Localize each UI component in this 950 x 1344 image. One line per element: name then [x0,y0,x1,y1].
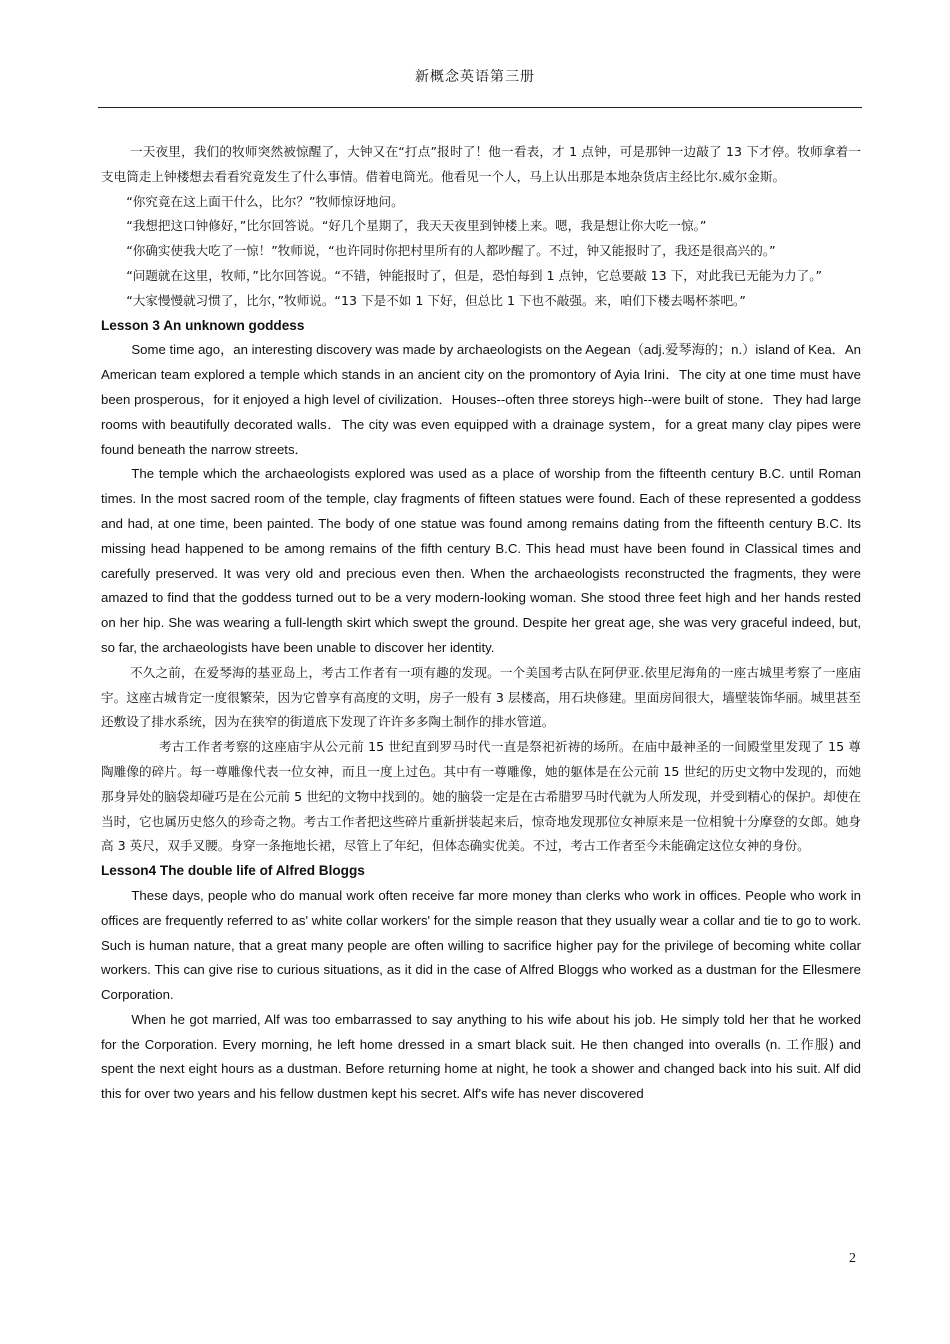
lesson4-paragraph-1: These days, people who do manual work often receive far more money than clerks who work in offices. People who work in offices are frequently referred to as' white collar workers' for the simple reason that they usually wear a collar and tie to go to work. Such is human nature, that a great many people are often willing to sacrifice higher pay for the privilege of becoming white collar workers. This can give rise to curious situations, as it did in the case of Alfred Bloggs who worked as a dustman for the Ellesmere Corporation. [101,887,861,1003]
page-number: 2 [849,1251,856,1266]
page-header-title: 新概念英语第三册 [415,69,535,85]
lesson3-paragraph-1: Some time ago，an interesting discovery was made by archaeologists on the Aegean（adj.爱琴海的；n.）island of Kea．An American team explored a temple which stands in an ancient city on the promontory of Ayia Irini．The city at one time must have been prosperous，for it enjoyed a high level of civilization．Houses--often three storeys high--were built of stone．They had large rooms with beautifully decorated walls．The city was even equipped with a drainage system，for a great many clay pipes were found beneath the narrow streets． [101,342,861,457]
lesson2-translation-paragraph-3: “我想把这口钟修好，”比尔回答说。“好几个星期了，我天天夜里到钟楼上来。嗯，我是想让你大吃一惊。” [126,218,707,234]
lesson2-translation-paragraph-1: 一天夜里，我们的牧师突然被惊醒了，大钟又在“打点”报时了！他一看表，才 1 点钟，可是那钟一边敲了 13 下才停。牧师拿着一支电筒走上钟楼想去看看究竟发生了什么事情。借着电筒光。他看见一个人，马上认出那是本地杂货店主经比尔.威尔金斯。 [101,144,861,184]
lesson3-translation-paragraph-1: 不久之前，在爱琴海的基亚岛上，考古工作者有一项有趣的发现。一个美国考古队在阿伊亚.依里尼海角的一座古城里考察了一座庙宇。这座古城肯定一度很繁荣，因为它曾享有高度的文明，房子一般有 3 层楼高，用石块修建。里面房间很大，墙壁装饰华丽。城里甚至还敷设了排水系统，因为在狭窄的街道底下发现了许许多多陶土制作的排水管道。 [101,664,861,730]
lesson3-paragraph-2: The temple which the archaeologists explored was used as a place of worship from the fifteenth century B.C. until Roman times. In the most sacred room of the temple, clay fragments of fifteen statues were found. Each of these represented a goddess and had, at one time, been painted. The body of one statue was found among remains dating from the fifteenth century B.C. Its missing head happened to be among remains of the fifth century B.C. This head must have been found in Classical times and carefully preserved. It was very old and precious even then. When the archaeologists reconstructed the fragments, they were amazed to find that the goddess turned out to be a very modern-looking woman. She stood three feet high and her hands rested on her hip. She was wearing a full-length skirt which swept the ground. Despite her great age, she was very graceful indeed, but, so far, the archaeologists have been unable to discover her identity. [101,466,861,655]
lesson3-heading: Lesson 3 An unknown goddess [101,317,305,333]
lesson2-translation-paragraph-4: “你确实使我大吃了一惊！”牧师说，“也许同时你把村里所有的人都吵醒了。不过，钟又能报时了，我还是很高兴的。” [126,243,776,259]
lesson2-translation-paragraph-5: “问题就在这里，牧师，”比尔回答说。“不错，钟能报时了，但是，恐怕每到 1 点钟，它总要敲 13 下，对此我已无能为力了。” [126,267,823,283]
lesson3-translation-paragraph-2: 考古工作者考察的这座庙宇从公元前 15 世纪直到罗马时代一直是祭祀祈祷的场所。在庙中最神圣的一间殿堂里发现了 15 尊陶雕像的碎片。每一尊雕像代表一位女神，而且一度上过色。其中有一尊雕像，她的躯体是在公元前 15 世纪的历史文物中发现的，而她那身异处的脑袋却碰巧是在公元前 5 世纪的文物中找到的。她的脑袋一定是在古希腊罗马时代就为人所发现，并受到精心的保护。却使在当时，它也属历史悠久的珍奇之物。考古工作者把这些碎片重新拼装起来后，惊奇地发现那位女神原来是一位相貌十分摩登的女郎。她身高 3 英尺，双手叉腰。身穿一条拖地长裙，尽管上了年纪，但体态确实优美。不过，考古工作者至今未能确定这位女神的身份。 [101,739,861,854]
header-divider [98,107,862,108]
page-body [101,140,861,1107]
lesson4-heading: Lesson4 The double life of Alfred Bloggs [101,863,365,879]
lesson2-translation-paragraph-2: “你究竟在这上面干什么，比尔？”牧师惊讶地问。 [126,193,404,209]
lesson2-translation-paragraph-6: “大家慢慢就习惯了，比尔，”牧师说。“13 下是不如 1 下好，但总比 1 下也不敲强。来，咱们下楼去喝杯茶吧。” [126,292,746,308]
lesson4-paragraph-2: When he got married, Alf was too embarrassed to say anything to his wife about his job. He simply told her that he worked for the Corporation. Every morning, he left home dressed in a smart black suit. He then changed into overalls (n. 工作服) and spent the next eight hours as a dustman. Before returning home at night, he took a shower and changed back into his suit. Alf did this for over two years and his fellow dustmen kept his secret. Alf's wife has never discovered [101,1011,861,1102]
